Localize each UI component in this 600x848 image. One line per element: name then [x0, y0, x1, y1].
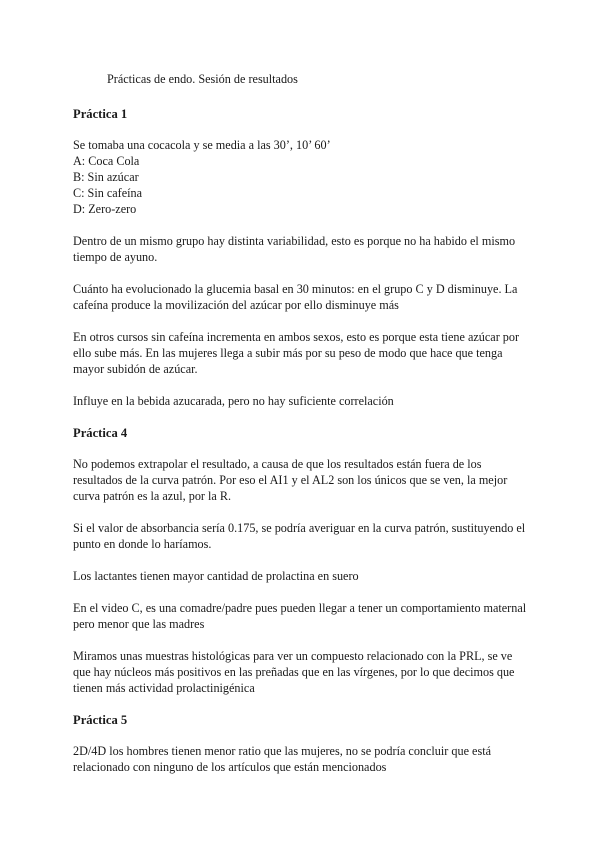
section-heading-practica-5: Práctica 5: [73, 713, 128, 727]
paragraph-line: ello sube más. En las mujeres llega a subir más por su peso de modo que hace que tenga: [73, 346, 503, 360]
paragraph-line: mayor subidón de azúcar.: [73, 362, 198, 376]
section-heading-practica-1: Práctica 1: [73, 107, 128, 121]
paragraph-line: tienen más actividad prolactinigénica: [73, 681, 255, 695]
practica-1-intro-list: [73, 137, 533, 217]
paragraph-line: Cuánto ha evolucionado la glucemia basal en 30 minutos: en el grupo C y D disminuye. La: [73, 282, 518, 296]
paragraph-line: En el video C, es una comadre/padre pues pueden llegar a tener un comportamiento maternal: [73, 601, 527, 615]
paragraph-glucemia: [73, 281, 533, 313]
paragraph-extrapolar: [73, 456, 533, 504]
intro-line: Se tomaba una cocacola y se media a las 30’, 10’ 60’: [73, 138, 331, 152]
paragraph-line: que hay núcleos más positivos en las preñadas que en las vírgenes, por lo que decimos que: [73, 665, 515, 679]
paragraph-line: Si el valor de absorbancia sería 0.175, se podría averiguar en la curva patrón, sustituyendo el: [73, 521, 526, 535]
paragraph-histologicas: [73, 648, 533, 696]
paragraph-line: relacionado con ninguno de los artículos que están mencionados: [73, 760, 387, 774]
paragraph-line: resultados de la curva patrón. Por eso el AI1 y el AL2 son los únicos que se ven, la mejor: [73, 473, 508, 487]
paragraph-line: cafeína produce la movilización del azúcar por ello disminuye más: [73, 298, 399, 312]
paragraph-line: pero menor que las madres: [73, 617, 205, 631]
paragraph-influye: [73, 393, 533, 409]
paragraph-line: No podemos extrapolar el resultado, a causa de que los resultados están fuera de los: [73, 457, 482, 471]
paragraph-line: Dentro de un mismo grupo hay distinta variabilidad, esto es porque no ha habido el mismo: [73, 234, 516, 248]
paragraph-line: Miramos unas muestras histológicas para ver un compuesto relacionado con la PRL, se ve: [73, 649, 513, 663]
paragraph-line: tiempo de ayuno.: [73, 250, 158, 264]
paragraph-line: curva patrón es la azul, por la R.: [73, 489, 232, 503]
paragraph-line: Influye en la bebida azucarada, pero no hay suficiente correlación: [73, 394, 394, 408]
paragraph-2d4d: [73, 743, 533, 775]
paragraph-absorbancia: [73, 520, 533, 552]
paragraph-video-c: [73, 600, 533, 632]
option-c: C: Sin cafeína: [73, 186, 143, 200]
paragraph-line: punto en donde lo haríamos.: [73, 537, 212, 551]
paragraph-line: En otros cursos sin cafeína incrementa en ambos sexos, esto es porque esta tiene azúcar por: [73, 330, 520, 344]
paragraph-otros-cursos: [73, 329, 533, 377]
option-a: A: Coca Cola: [73, 154, 140, 168]
option-d: D: Zero-zero: [73, 202, 137, 216]
paragraph-line: Los lactantes tienen mayor cantidad de prolactina en suero: [73, 569, 359, 583]
document-title: Prácticas de endo. Sesión de resultados: [107, 72, 298, 86]
paragraph-lactantes: [73, 568, 533, 584]
paragraph-line: 2D/4D los hombres tienen menor ratio que las mujeres, no se podría concluir que está: [73, 744, 491, 758]
paragraph-variabilidad: [73, 233, 533, 265]
section-heading-practica-4: Práctica 4: [73, 426, 128, 440]
option-b: B: Sin azúcar: [73, 170, 139, 184]
